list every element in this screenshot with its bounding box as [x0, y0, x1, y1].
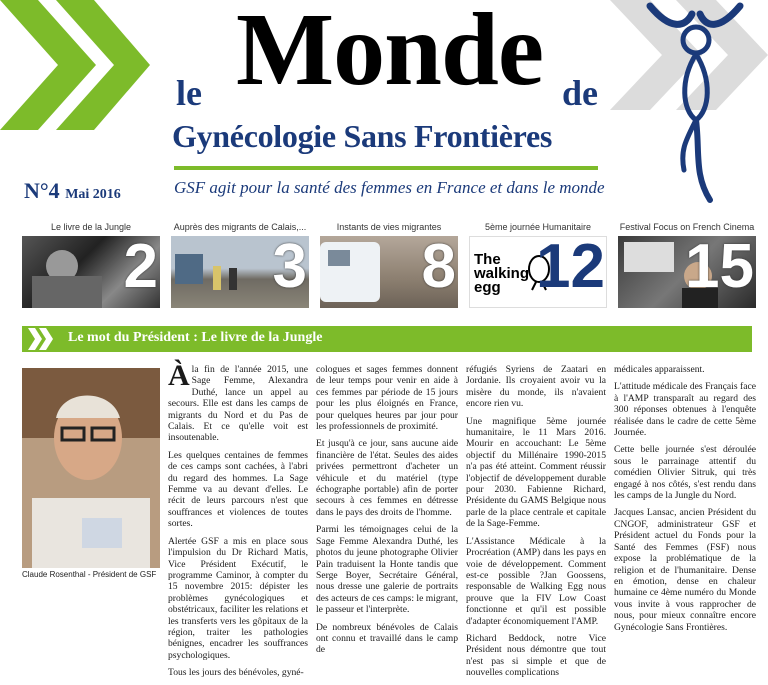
- issue-number: N°4: [24, 178, 60, 203]
- thumb-jungle[interactable]: [22, 222, 160, 310]
- green-rule: [174, 166, 598, 170]
- thumb-caption: Auprès des migrants de Calais,...: [173, 222, 307, 232]
- title-de: de: [562, 73, 598, 113]
- thumb-caption: 5ème journée Humanitaire: [484, 222, 592, 232]
- green-chevrons-icon: [0, 0, 150, 130]
- paragraph: [168, 359, 308, 444]
- drop-cap: À: [168, 359, 190, 392]
- subtitle: Gynécologie Sans Frontières: [172, 118, 553, 154]
- title-le: le: [176, 73, 202, 113]
- thumb-caption: Le livre de la Jungle: [50, 222, 132, 232]
- walking-egg-logo: The walking egg: [474, 251, 530, 296]
- paragraph: Cette belle journée s'est déroulée sous le parrainage attentif du comédien Olivier Sitruk, qui très engagé à nos côtés, s'est rendu dans les camps de la Jungle du Nord.: [614, 444, 756, 502]
- section-title: Le mot du Président : Le livre de la Jungle: [68, 330, 323, 345]
- article-column-3: [466, 364, 606, 685]
- paragraph: Parmi les témoignages celui de la Sage Femme Alexandra Duthé, les photos du jeune photographe Olivier Pain traduisent la Honte tandis que Serge Boyer, Secrétaire Général, nous dresse une galerie de portraits des acteurs de ces camps: le migrant, le passeur et l'interprète.: [316, 524, 458, 616]
- thumb-page-number: 2: [123, 232, 158, 301]
- thumb-page-number: 15: [685, 232, 754, 301]
- paragraph: médicales apparaissent.: [614, 364, 705, 375]
- gsf-dancer-logo: [640, 0, 750, 205]
- thumb-page-number: 3: [272, 232, 307, 301]
- paragraph: Tous les jours des bénévoles, gyné-: [168, 667, 304, 679]
- thumb-instants[interactable]: [320, 222, 458, 310]
- masthead: [0, 0, 768, 210]
- issue-date: Mai 2016: [65, 187, 121, 202]
- thumb-caption: Instants de vies migrantes: [336, 222, 442, 232]
- paragraph: Une magnifique 5ème journée humanitaire, le 11 Mars 2016. Mourir en accouchant: Le 5ème objectif du Millénaire 1990-2015 n'a pas été atteint. Comment réussir l'objectif de développement durable pour 2030. Fabienne Richard, Présidente du GAMS Belgique nous parle de la place centrale et capitale de la Sage-Femme.: [466, 415, 606, 530]
- thumb-journee[interactable]: [469, 222, 607, 310]
- paragraph-text: la fin de l'année 2015, une Sage Femme, Alexandra Duthé, lance un appel au secours. Elle est dans les camps de migrants du Nord et du Pas de Calais. Et ce qu'elle voit est insoutenable.: [168, 364, 308, 444]
- thumb-caption: Festival Focus on French Cinema: [619, 222, 755, 232]
- paragraph: Les quelques centaines de femmes de ces camps sont cachées, à l'abri du regard des hommes. La Sage Femme va au devant d'elles. Le récit de leurs parcours n'est que souffrances et violences de toutes sortes.: [168, 449, 308, 530]
- thumb-calais[interactable]: [171, 222, 309, 310]
- thumb-festival[interactable]: [618, 222, 756, 310]
- paragraph: L'attitude médicale des Français face à l'AMP transparaît au regard des 300 réponses obtenues à l'enquête réalisée dans le cadre de cette 5ème Journée.: [614, 381, 756, 439]
- paragraph: De nombreux bénévoles de Calais ont connu et travaillé dans le camp de: [316, 621, 458, 656]
- thumb-page-number: 8: [421, 232, 456, 301]
- issue-info: [24, 178, 121, 204]
- paragraph: Et jusqu'à ce jour, sans aucune aide financière de l'état. Seules des aides privées permettront d'acheter un véhicule et du matériel (type échographe portable) afin de porter secours à ces femmes en détresse dans le pays des droits de l'homme.: [316, 438, 458, 518]
- paragraph: Jacques Lansac, ancien Président du CNGOF, administrateur GSF et Président actuel du Fonds pour la Santé des Femmes (FSF) nous expose la problématique de la religion et de l'humanitaire. Dense en émotion, dense en chaleur humaine ce 4ème numéro du Monde vous invite à vous rapprocher de nous, pour mieux connaître encore Gynécologie Sans Frontières.: [614, 507, 756, 633]
- article-column-4: [614, 364, 756, 639]
- paragraph: Richard Beddock, notre Vice Président nous démontre que tout n'est pas si simple et que de nouvelles complications: [466, 632, 606, 679]
- president-photo: [22, 368, 160, 568]
- chevron-right-icon: [28, 328, 54, 350]
- photo-caption: Claude Rosenthal - Président de GSF: [22, 570, 157, 579]
- paragraph: réfugiés Syriens de Zaatari en Jordanie. Ils croyaient avoir vu la misère du monde, ils n'avaient encore rien vu.: [466, 364, 606, 410]
- article-column-2: [316, 364, 458, 662]
- paragraph: L'Assistance Médicale à la Procréation (AMP) dans les pays en voie de développement. Comment est-ce possible ?Jan Goossens, responsable de Walking Egg nous prouve que la FIV Low Coast fonctionne et qu'il est possible d'adapter économiquement l'AMP.: [466, 535, 606, 627]
- title-monde: Monde: [236, 0, 543, 107]
- paragraph: Alertée GSF a mis en place sous l'impulsion du Dr Richard Matis, Vice Président Exécutif, le programme Caminor, à compter du 15 novembre 2015: dépister les problèmes gynécologiques et obstétricaux, faciliter les relations et les transferts vers les gôpitaux de la région, traiter les pathologies bénignes, encadrer les souffrances psychologiques.: [168, 535, 308, 661]
- article-column-1: [168, 359, 308, 685]
- tagline: GSF agit pour la santé des femmes en France et dans le monde: [174, 178, 605, 197]
- paragraph: cologues et sages femmes donnent de leur temps pour venir en aide à ces femmes par période de 15 jours pour les plus éloignés en France, pour quelques heures par jour pour les professionnels de proximité.: [316, 364, 458, 433]
- thumb-page-number: 12: [536, 232, 605, 301]
